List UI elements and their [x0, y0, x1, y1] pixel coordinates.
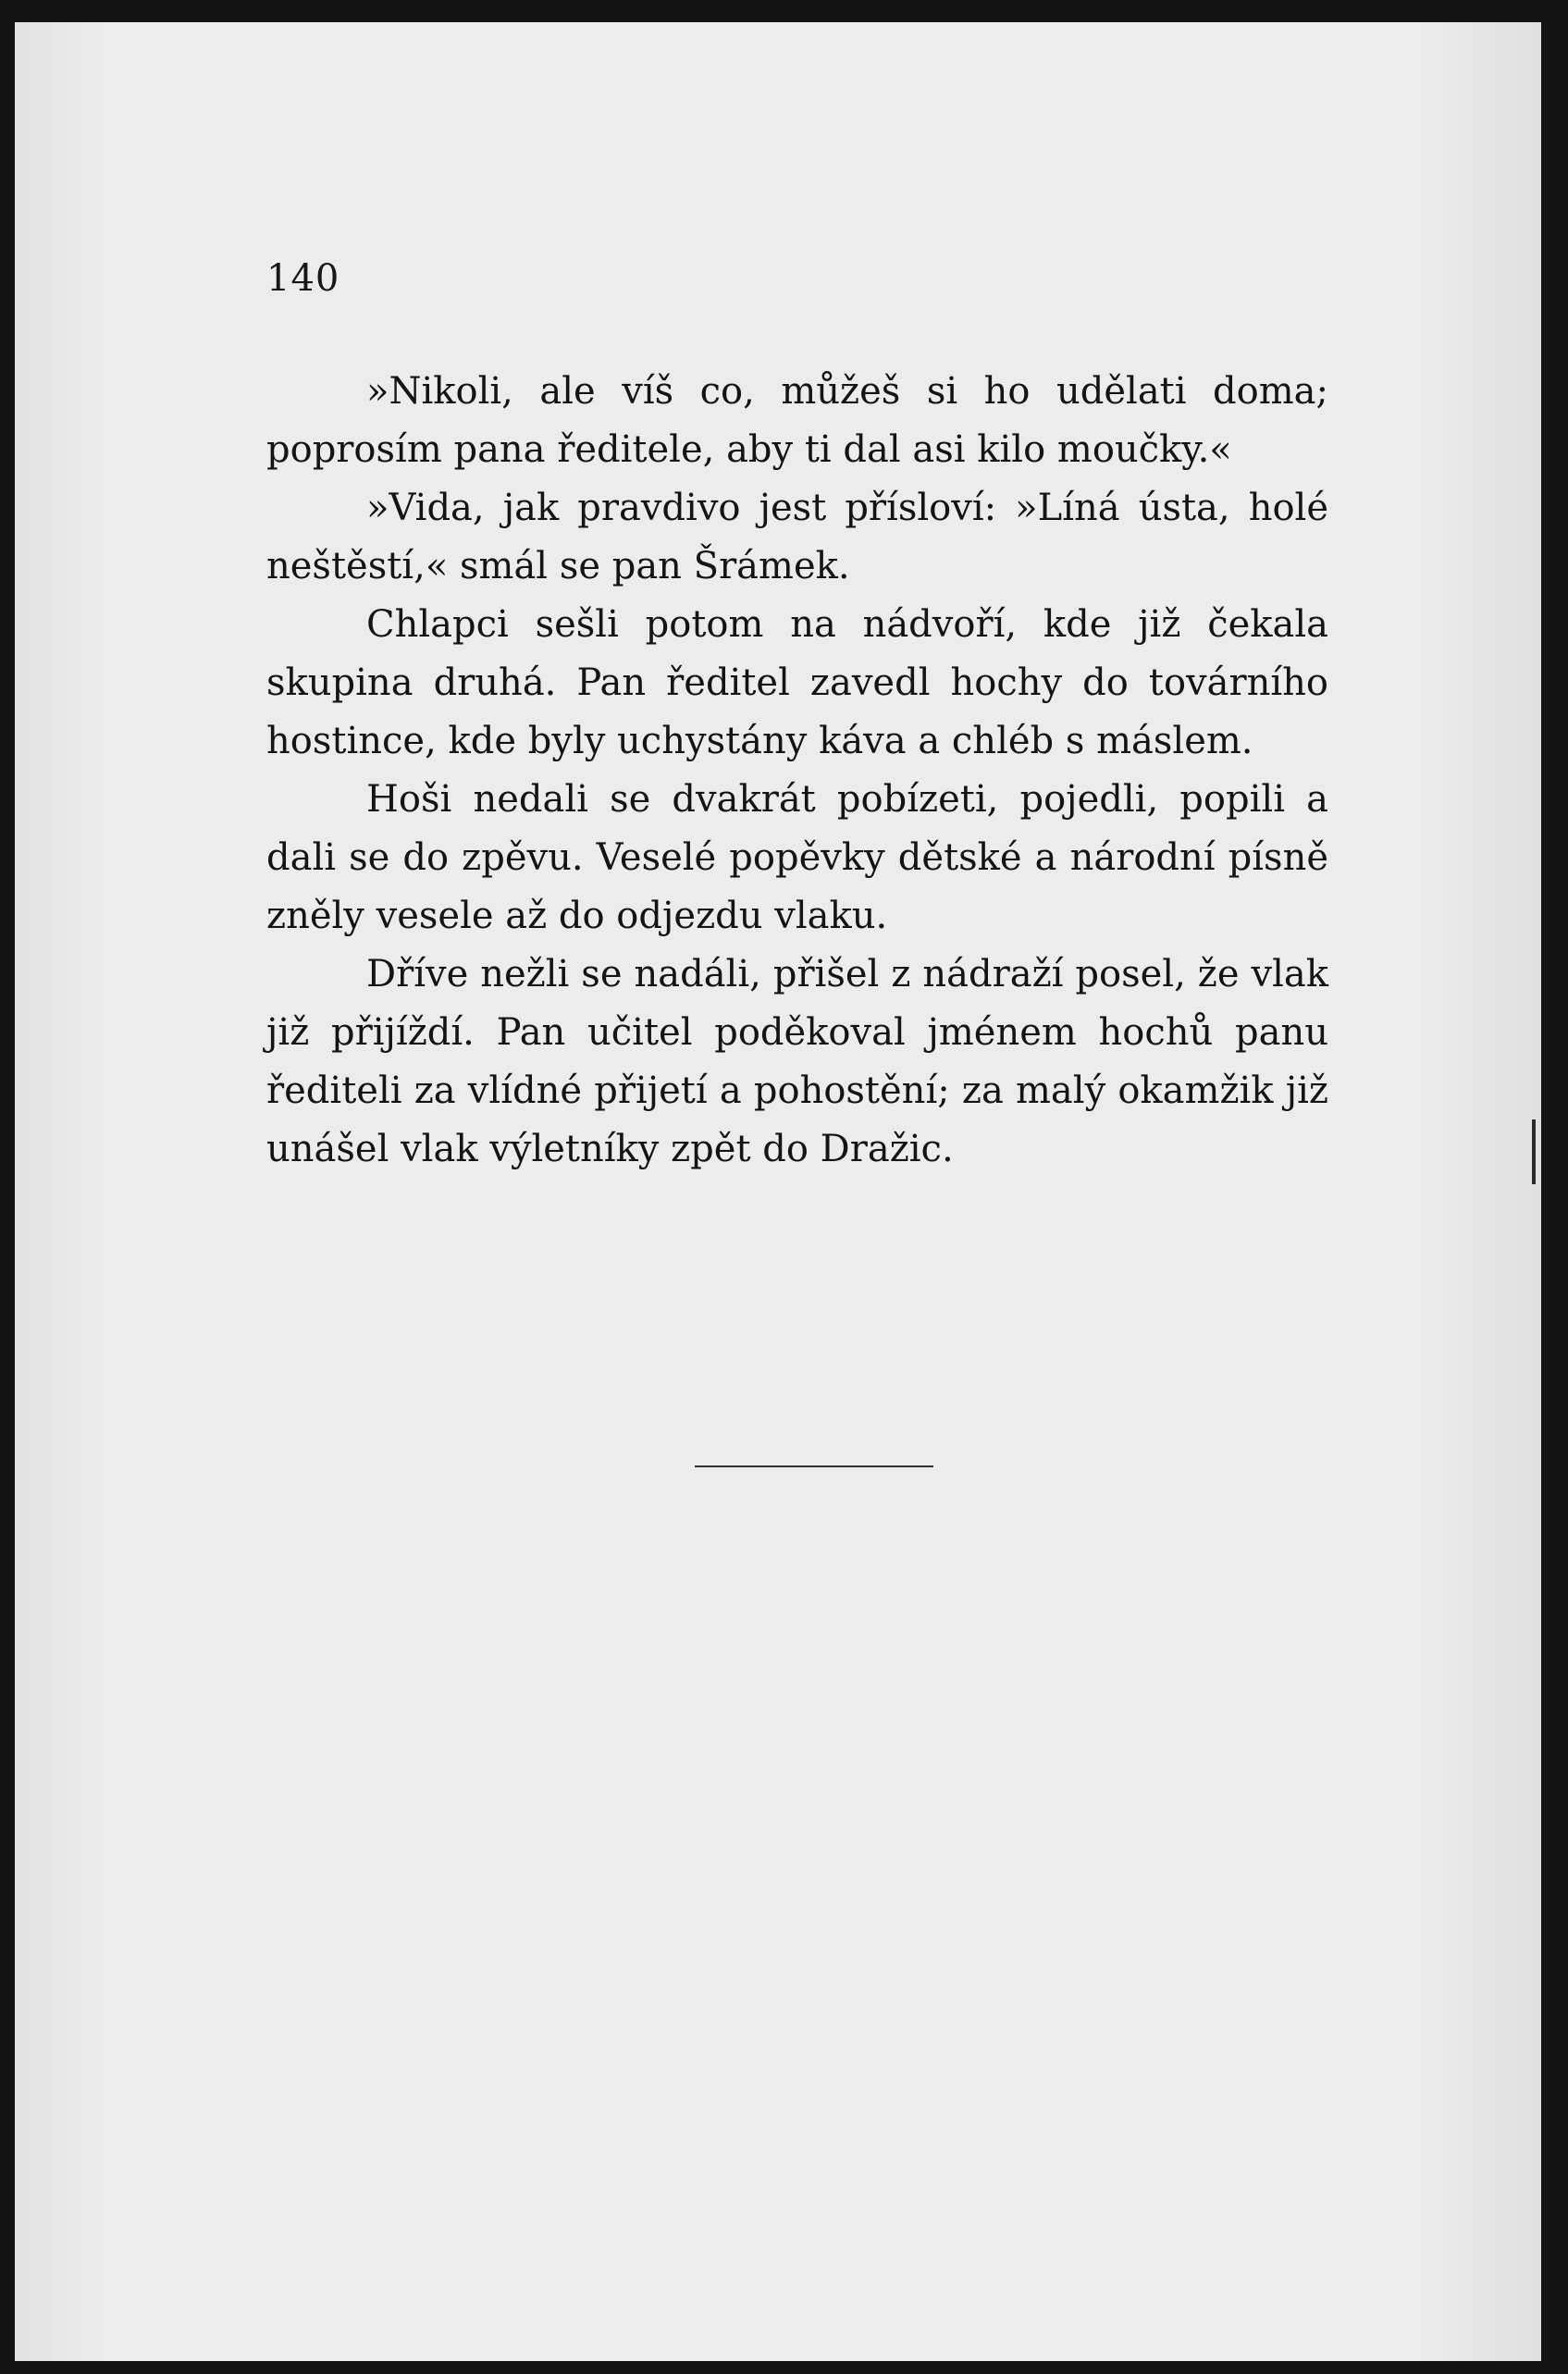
section-end-rule: [695, 1465, 933, 1467]
paragraph: Chlapci sešli potom na nádvoří, kde již čekala skupina druhá. Pan ředitel zavedl hochy do továrního hostince, kde byly uchystány káva a chléb s máslem.: [266, 603, 1328, 762]
book-page: [15, 22, 1541, 2361]
paragraph: Hoši nedali se dvakrát pobízeti, pojedli, popili a dali se do zpěvu. Veselé popěvky dětské a národní písně zněly vesele až do odjezdu vlaku.: [266, 778, 1328, 937]
paragraph: »Nikoli, ale víš co, můžeš si ho udělati doma; poprosím pana ředitele, aby ti dal asi kilo moučky.«: [266, 370, 1328, 471]
paragraph: Dříve nežli se nadáli, přišel z nádraží posel, že vlak již přijíždí. Pan učitel poděkoval jménem hochů panu řediteli za vlídné přijetí a pohostění; za malý okamžik již unášel vlak výletníky zpět do Dražic.: [266, 953, 1328, 1170]
body-text: [266, 363, 1328, 1179]
spine-shadow: [1532, 1119, 1536, 1184]
paragraph: »Vida, jak pravdivo jest přísloví: »Líná ústa, holé neštěstí,« smál se pan Šrámek.: [266, 487, 1328, 587]
page-number: 140: [266, 257, 340, 300]
